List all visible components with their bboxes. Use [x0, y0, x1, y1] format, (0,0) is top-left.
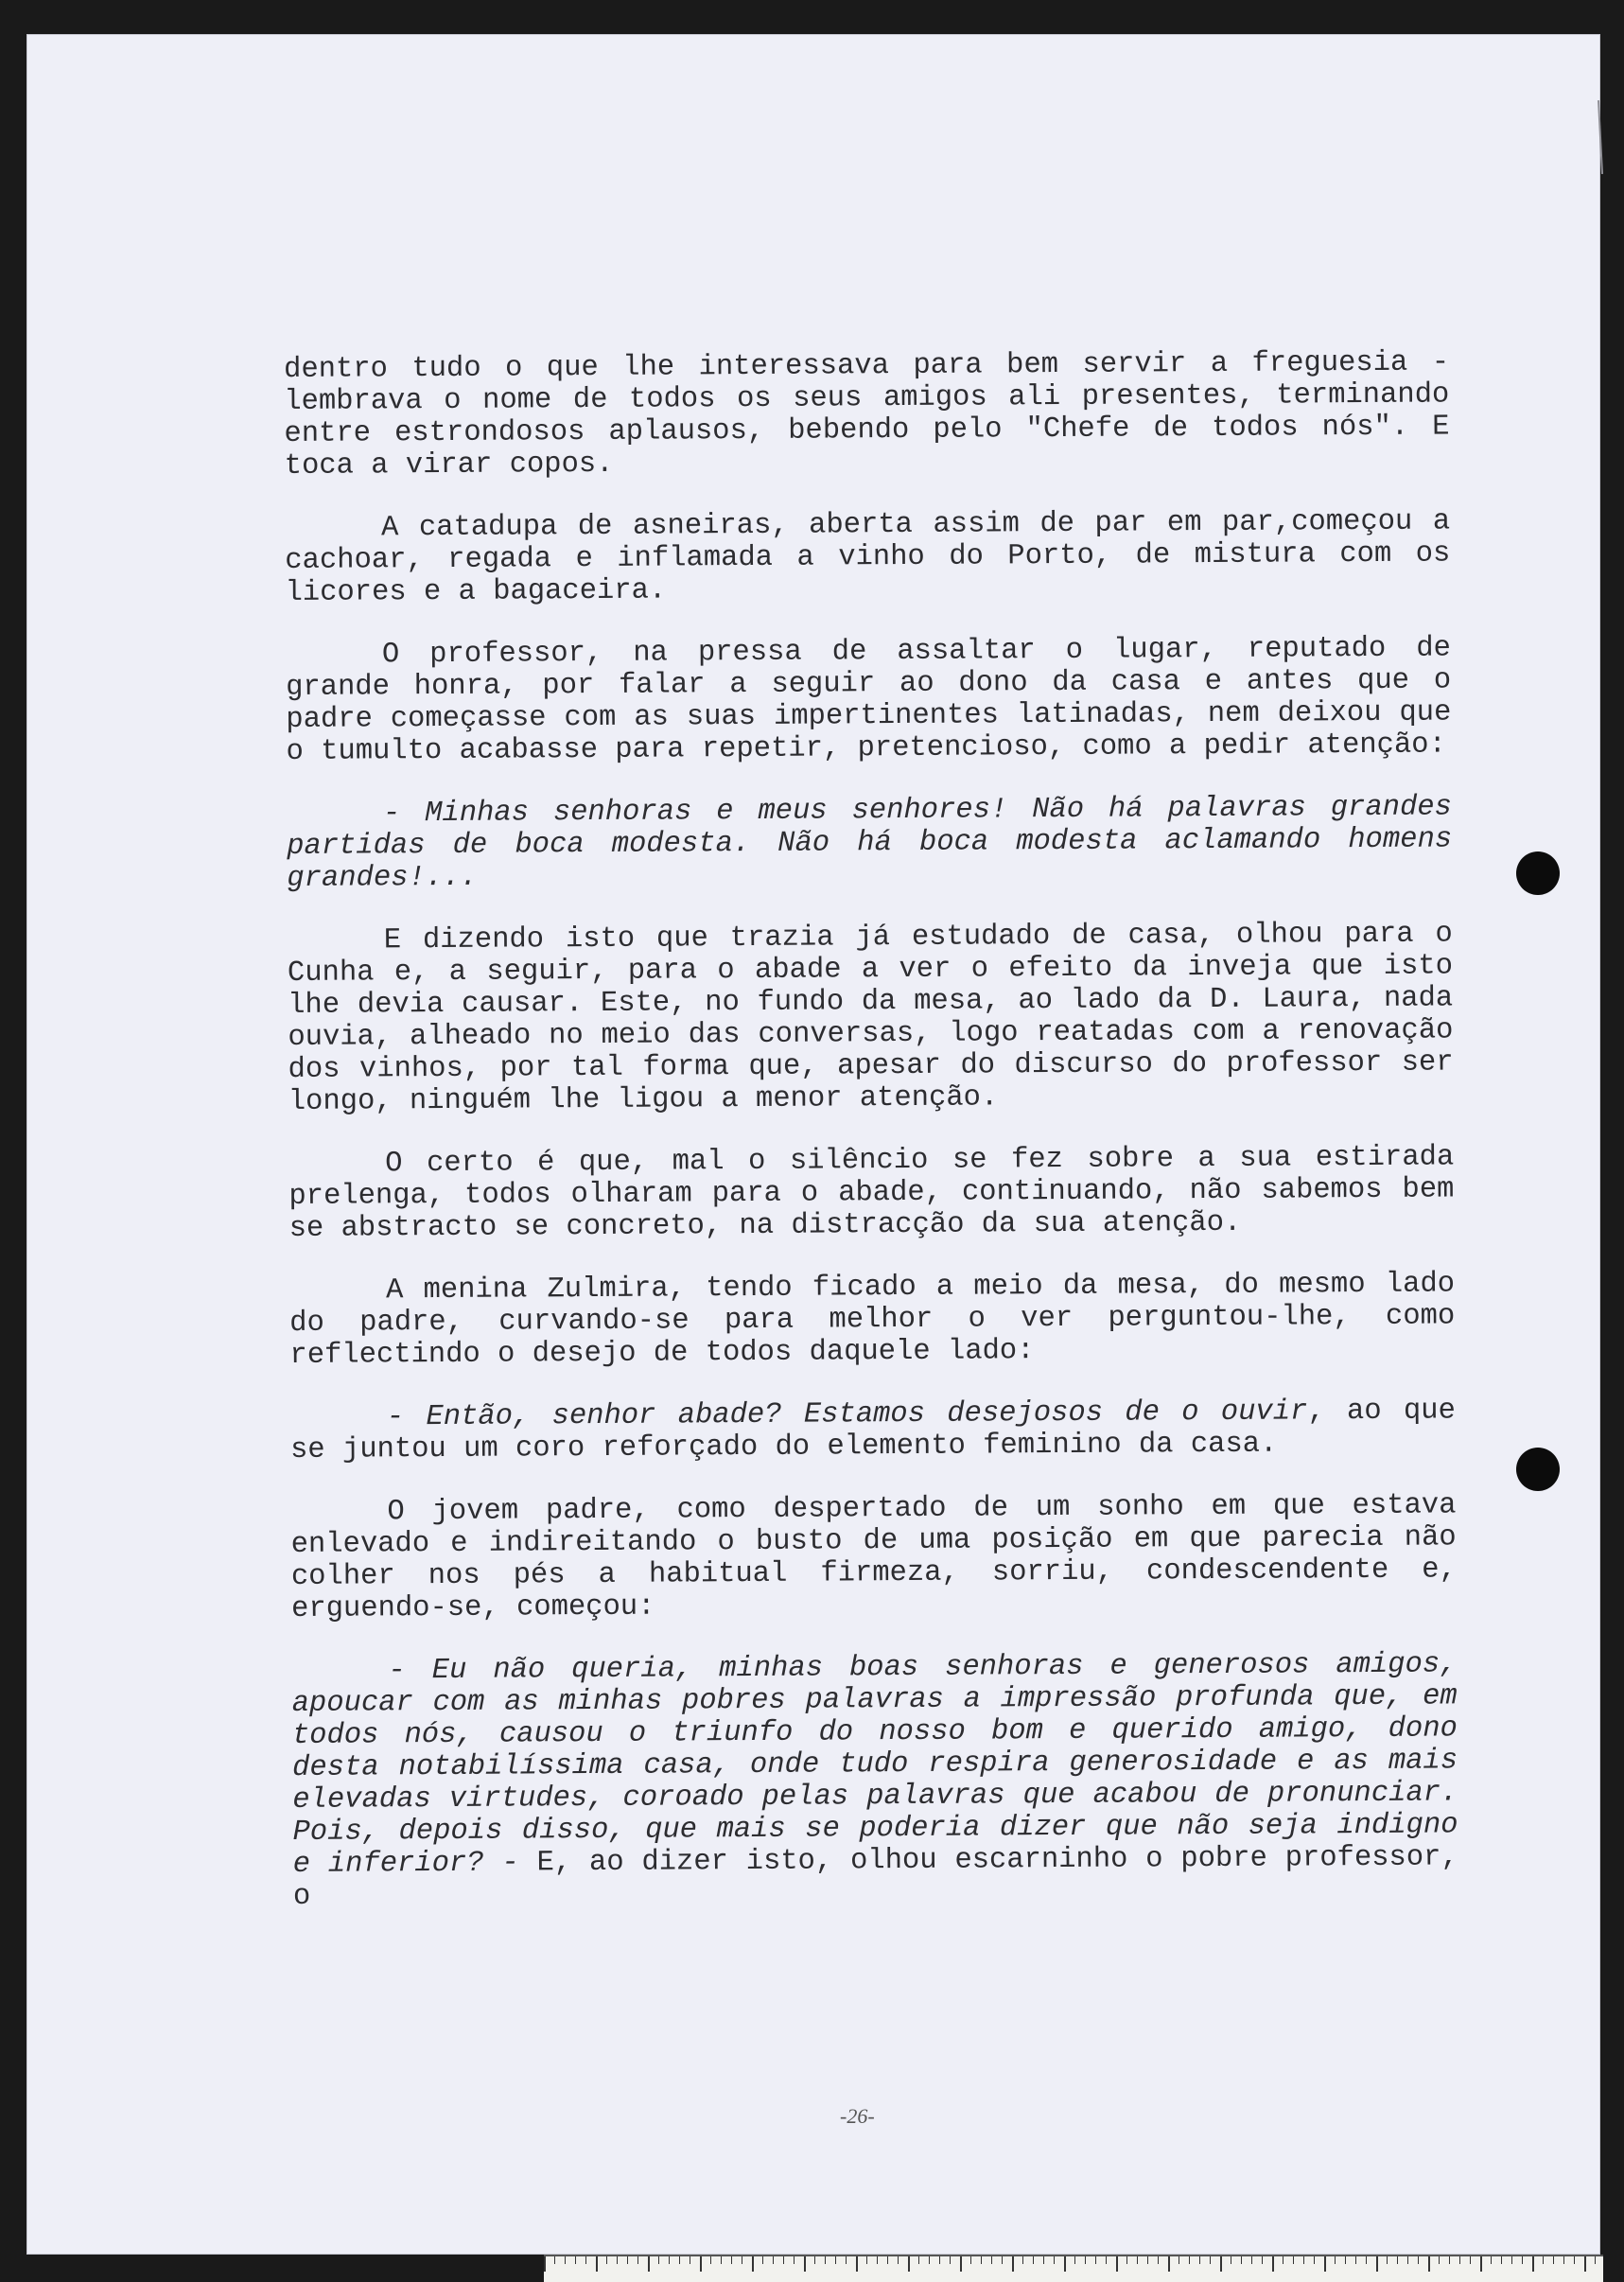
paragraph-2: A catadupa de asneiras, aberta assim de par em par,começou a cachoar, regada e inflamada a vinho do Porto, de mistura com os licores e a bagaceira.: [285, 505, 1451, 609]
speech-fragment-1: - Então, senhor abade? Estamos desejosos de o ouvir: [386, 1396, 1308, 1434]
punch-hole-top: [1516, 851, 1560, 895]
speech-fragment-2: - Eu não queria, minhas boas senhoras e generosos amigos, apoucar com as minhas pobres palavras a impressão profunda que, em todos nós, causou o triunfo do nosso bom e querido amigo, dono desta notabilíssima casa, onde tudo respira generosidade e as mais elevadas virtudes, coroado pelas palavras que acabou de pronunciar. Pois, depois disso, que mais se poderia dizer que não seja indigno e inferior? -: [291, 1648, 1458, 1881]
paragraph-6: O certo é que, mal o silêncio se fez sobre a sua estirada prelenga, todos olharam para o abade, continuando, não sabemos bem se abstracto se concreto, na distracção da sua atenção.: [288, 1141, 1455, 1245]
page-number: -26-: [840, 2104, 875, 2128]
paragraph-1: dentro tudo o que lhe interessava para bem servir a freguesia - lembrava o nome de todos os seus amigos ali presentes, terminando entre estrondosos aplausos, bebendo pelo "Chefe de todos nós". E toca a virar copos.: [284, 346, 1450, 483]
punch-hole-bottom: [1516, 1448, 1560, 1491]
paragraph-8: [290, 1395, 1456, 1466]
scale-ruler: [544, 2255, 1603, 2282]
speech-paragraph-1: - Minhas senhoras e meus senhores! Não há palavras grandes partidas de boca modesta. Não há boca modesta aclamando homens grandes!...: [287, 791, 1453, 895]
page-edge-mark: [1598, 100, 1603, 174]
paragraph-7: A menina Zulmira, tendo ficado a meio da mesa, do mesmo lado do padre, curvando-se para melhor o ver perguntou-lhe, como reflectindo o desejo de todos daquele lado:: [289, 1268, 1456, 1372]
paragraph-10: [291, 1648, 1458, 1913]
narration-fragment-2: E, ao dizer isto, olhou escarninho o pobre professor, o: [292, 1841, 1458, 1913]
body-text: [284, 346, 1458, 1942]
document-page: [26, 34, 1600, 2255]
paragraph-9: O jovem padre, como despertado de um sonho em que estava enlevado e indireitando o busto de uma posição em que parecia não colher nos pés a habitual firmeza, sorriu, condescendente e, erguendo-se, começou:: [290, 1489, 1457, 1625]
paragraph-3: O professor, na pressa de assaltar o lugar, reputado de grande honra, por falar a seguir ao dono da casa e antes que o padre começasse com as suas impertinentes latinadas, nem deixou que o tumulto acabasse para repetir, pretencioso, como a pedir atenção:: [286, 632, 1452, 768]
ruler-ticks: [544, 2256, 1603, 2282]
paragraph-5: E dizendo isto que trazia já estudado de casa, olhou para o Cunha e, a seguir, para o abade a ver o efeito da inveja que isto lhe devia causar. Este, no fundo da mesa, ao lado da D. Laura, nada ouvia, alheado no meio das conversas, logo reatadas com a renovação dos vinhos, por tal forma que, apesar do discurso do professor ser longo, ninguém lhe ligou a menor atenção.: [287, 918, 1454, 1118]
narration-fragment-1: , ao que se juntou um coro reforçado do elemento feminino da casa.: [289, 1395, 1456, 1466]
